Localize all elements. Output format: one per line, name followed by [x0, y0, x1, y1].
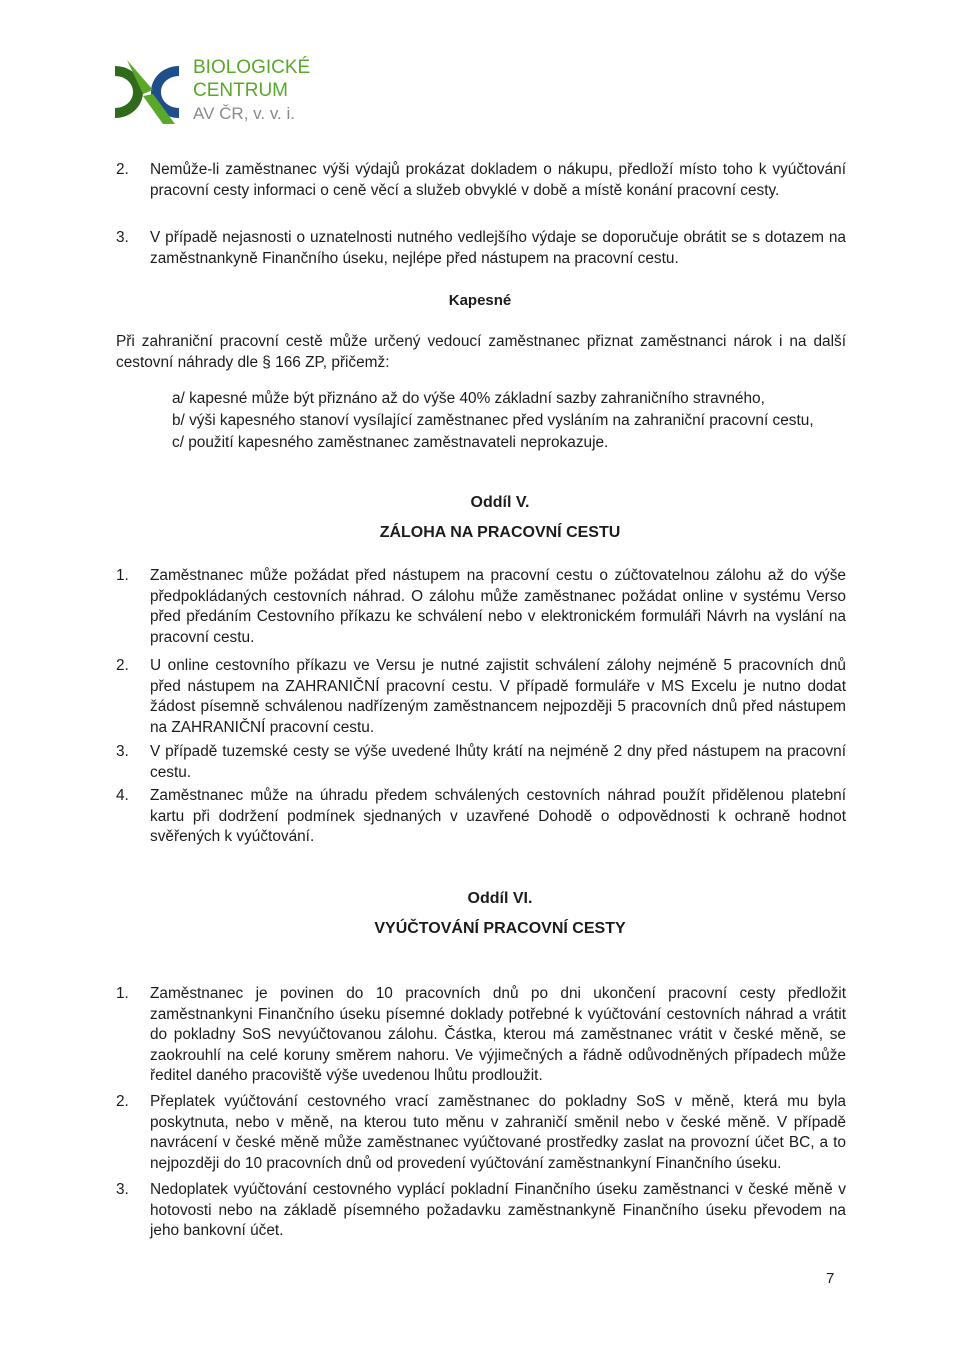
item-text: Nemůže-li zaměstnanec výši výdajů prokázat dokladem o nákupu, předloží místo toho k vyúčtování pracovní cesty informaci o ceně věcí a služeb obvyklé v době a místě konání pracovní cesty.: [150, 161, 846, 199]
section-title: Oddíl V.: [470, 494, 530, 511]
kapesne-point-c: c/ použití kapesného zaměstnanec zaměstnavateli neprokazuje.: [172, 434, 609, 451]
item-number: 3.: [116, 743, 129, 760]
biologicke-centrum-logo: [113, 56, 353, 126]
item-number: 2.: [116, 657, 129, 674]
section-subtitle: VYÚČTOVÁNÍ PRACOVNÍ CESTY: [374, 920, 626, 937]
kapesne-point-a: a/ kapesné může být přiznáno až do výše 40% základní sazby zahraničního stravného,: [172, 390, 765, 407]
item-text: U online cestovního příkazu ve Versu je nutné zajistit schválení zálohy nejméně 5 pracovních dnů před nástupem na ZAHRANIČNÍ pracovní cestu. V případě formuláře v MS Excelu je nutno dodat žádost písemně schválenou nadřízeným zaměstnancem nejpozději 5 pracovních dnů před nástupem na ZAHRANIČNÍ pracovní cestu.: [150, 657, 846, 736]
logo-mark-icon: [113, 60, 181, 124]
section-subtitle: ZÁLOHA NA PRACOVNÍ CESTU: [379, 524, 621, 541]
item-text: Zaměstnanec může požádat před nástupem na pracovní cestu o zúčtovatelnou zálohu až do výše předpokládaných cestovních náhrad. O zálohu může zaměstnanec požádat online v systému Verso před předáním Cestovního příkazu ke schválení nebo v elektronickém formuláři Návrh na vyslání na pracovní cestu.: [150, 567, 846, 646]
item-number: 4.: [116, 787, 129, 804]
item-text: Nedoplatek vyúčtování cestovného vyplácí pokladní Finančního úseku zaměstnanci v české měně v hotovosti nebo na základě písemného požadavku zaměstnankyně Finančního úseku převodem na jeho bankovní účet.: [150, 1181, 846, 1239]
logo-line-3: AV ČR, v. v. i.: [193, 104, 296, 123]
logo-line-1: BIOLOGICKÉ: [193, 57, 311, 78]
item-number: 2.: [116, 161, 129, 178]
item-text: Zaměstnanec může na úhradu předem schválených cestovních náhrad použít přidělenou platební kartu při dodržení podmínek sjednaných v uzavřené Dohodě o odpovědnosti k ochraně hodnot svěřených k vyúčtování.: [150, 787, 846, 845]
item-number: 3.: [116, 229, 129, 246]
item-text: V případě nejasnosti o uznatelnosti nutného vedlejšího výdaje se doporučuje obrátit se s dotazem na zaměstnankyně Finančního úseku, nejlépe před nástupem na pracovní cestu.: [150, 229, 846, 267]
item-text: V případě tuzemské cesty se výše uvedené lhůty krátí na nejméně 2 dny před nástupem na pracovní cestu.: [150, 743, 846, 781]
kapesne-point-b: b/ výši kapesného stanoví vysílající zaměstnanec před vysláním na zahraniční pracovní cestu,: [172, 412, 814, 429]
logo-line-2: CENTRUM: [193, 80, 288, 101]
item-number: 2.: [116, 1093, 129, 1110]
item-number: 3.: [116, 1181, 129, 1198]
kapesne-heading: Kapesné: [448, 292, 512, 309]
section-title: Oddíl VI.: [467, 890, 533, 907]
page-number: 7: [826, 1270, 835, 1287]
item-text: Zaměstnanec je povinen do 10 pracovních dnů po dni ukončení pracovní cesty předložit zaměstnankyni Finančního úseku písemné doklady potřebné k vyúčtování cestovních náhrad a vrátit do pokladny SoS nevyúčtovanou zálohu. Částka, kterou má zaměstnanec vrátit v české měně, se zaokrouhlí na celé koruny směrem nahoru. Ve výjimečných a řádně odůvodněných případech může ředitel daného pracoviště výše uvedenou lhůtu prodloužit.: [150, 985, 846, 1084]
kapesne-intro: Při zahraniční pracovní cestě může určený vedoucí zaměstnanec přiznat zaměstnanci nárok i na další cestovní náhrady dle § 166 ZP, přičemž:: [116, 333, 846, 371]
item-text: Přeplatek vyúčtování cestovného vrací zaměstnanec do pokladny SoS v měně, která mu byla poskytnuta, nebo v měně, na kterou tuto měnu v zahraničí směnil nebo v české měně. V případě navrácení v české měně může zaměstnanec vyúčtované prostředky zaslat na provozní účet BC, a to nejpozději do 10 pracovních dnů od provedení vyúčtování zaměstnankyní Finančního úseku.: [150, 1093, 846, 1172]
item-number: 1.: [116, 567, 129, 584]
item-number: 1.: [116, 985, 129, 1002]
